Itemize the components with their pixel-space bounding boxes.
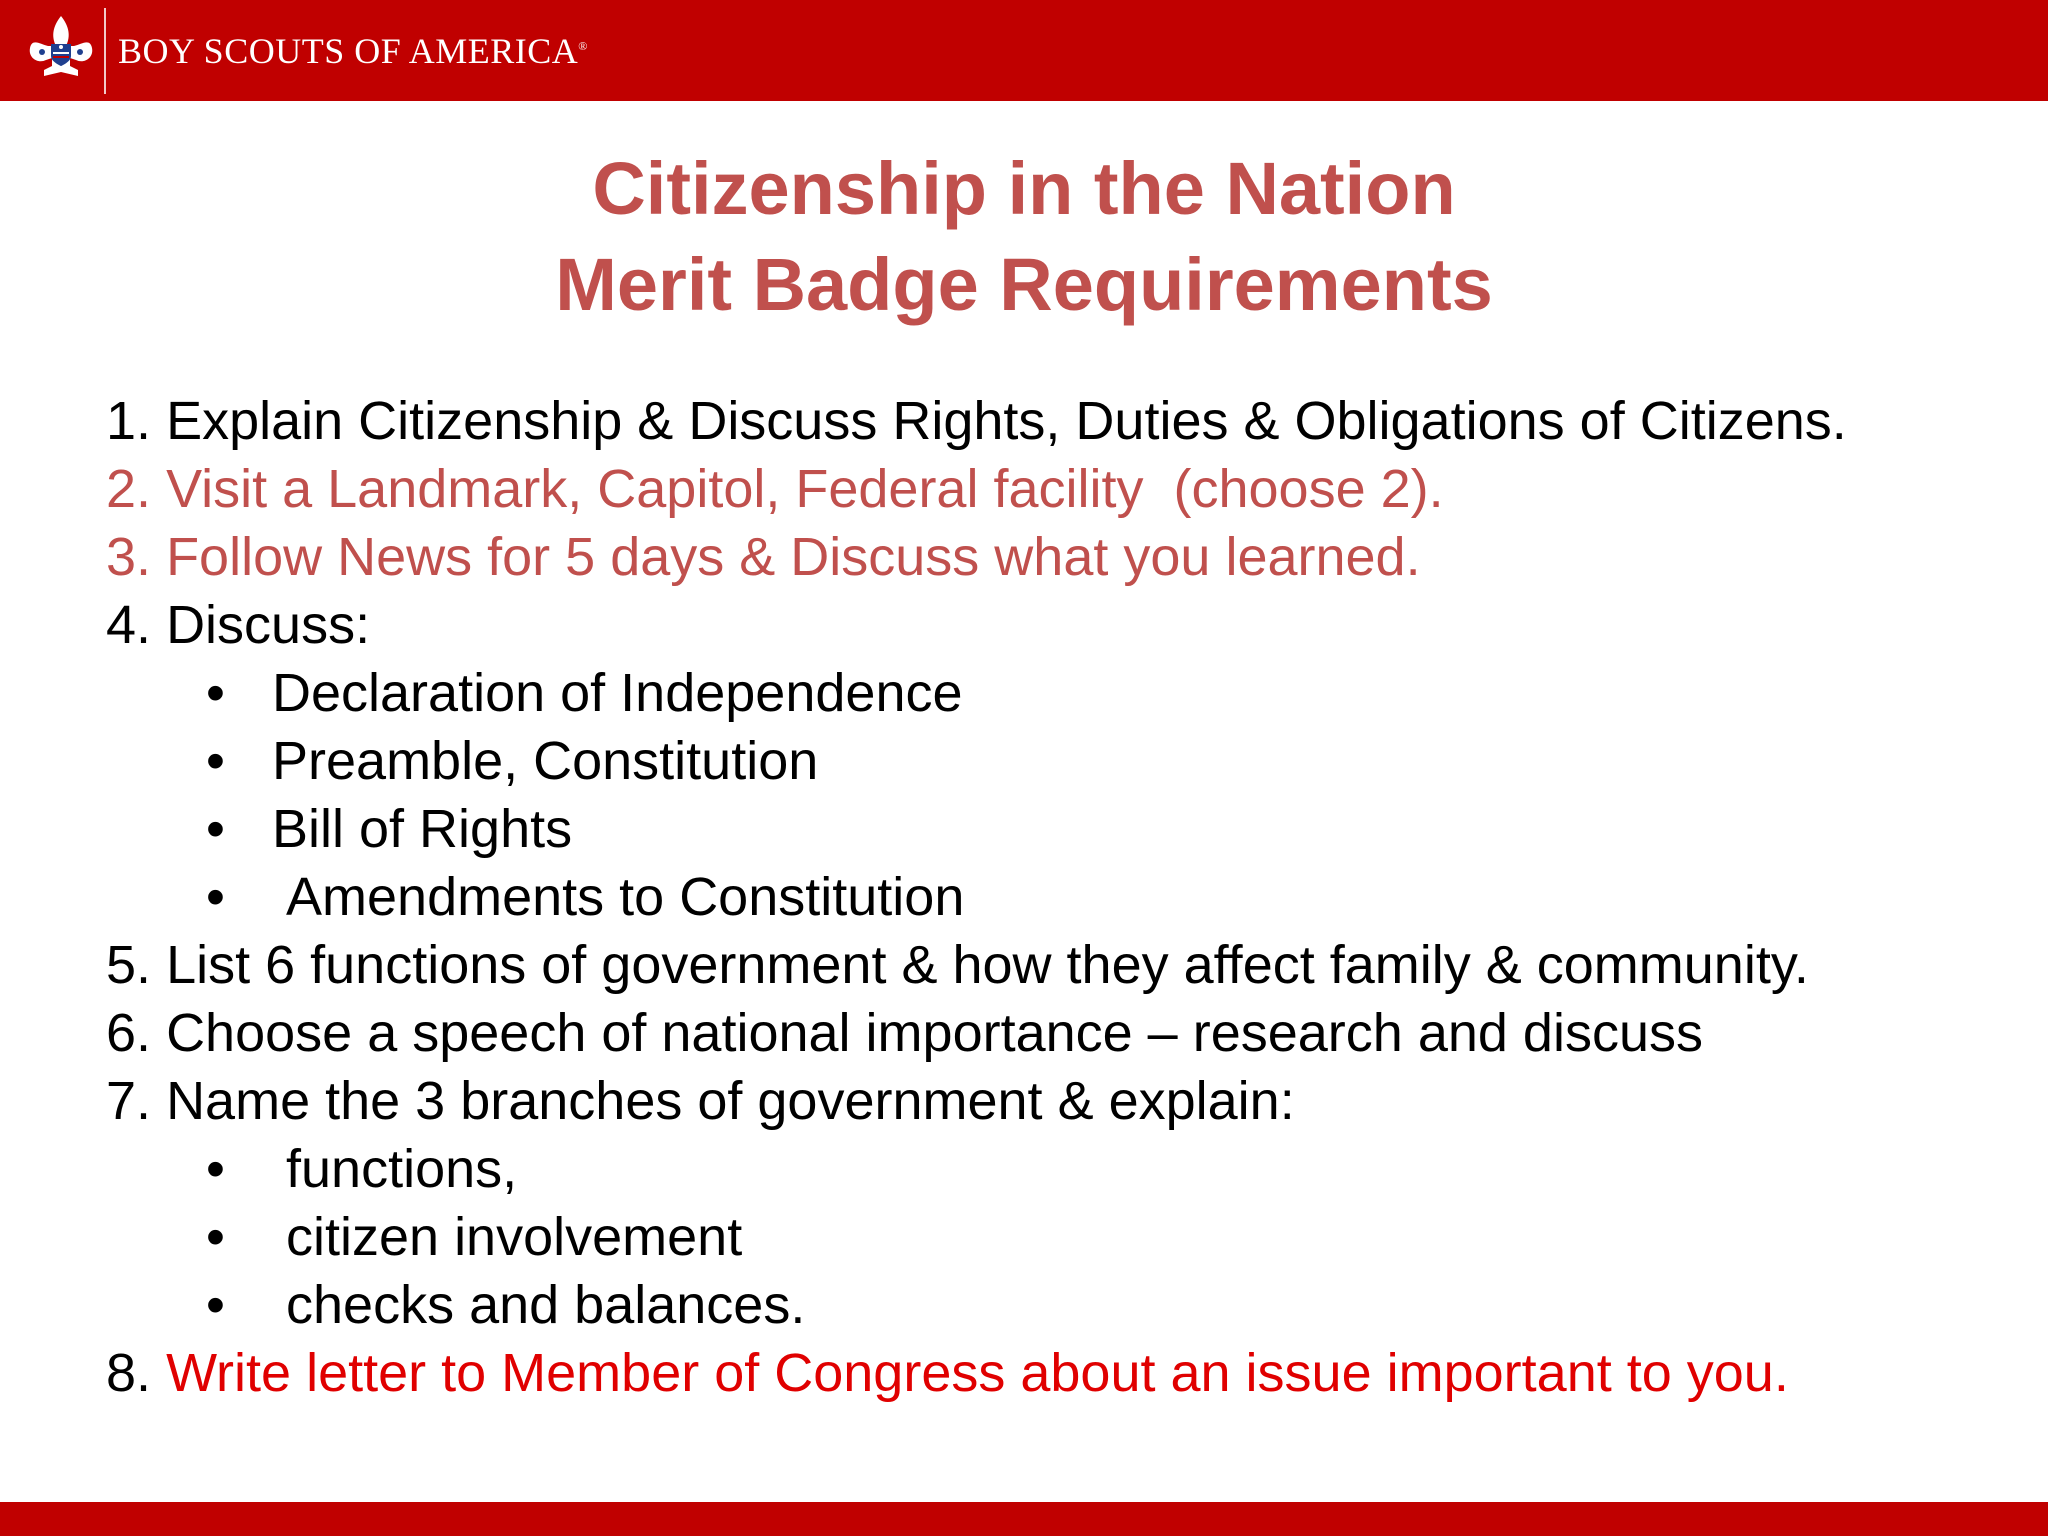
footer-bar xyxy=(0,1502,2048,1536)
bullet-icon: • xyxy=(206,1207,225,1267)
requirement-item-3: 3. Follow News for 5 days & Discuss what you learned. xyxy=(106,527,1421,587)
page-title-line-2: Merit Badge Requirements xyxy=(555,243,1493,326)
bullet-icon: • xyxy=(206,1275,225,1335)
list-item: • Declaration of Independence xyxy=(206,663,963,723)
list-item: • Preamble, Constitution xyxy=(206,731,819,791)
bullet-icon: • xyxy=(206,799,225,859)
bullet-icon: • xyxy=(206,663,225,723)
bullet-icon: • xyxy=(206,867,225,927)
requirement-item-8: 8. Write letter to Member of Congress about an issue important to you. xyxy=(106,1343,1789,1403)
requirement-item-7: 7. Name the 3 branches of government & explain: xyxy=(106,1071,1295,1131)
header-bar xyxy=(0,0,2048,101)
page-title-line-1: Citizenship in the Nation xyxy=(592,147,1456,230)
list-item: • checks and balances. xyxy=(206,1275,806,1335)
list-item: • functions, xyxy=(206,1139,518,1199)
requirement-item-4: 4. Discuss: xyxy=(106,595,371,655)
list-item: • Amendments to Constitution xyxy=(206,867,965,927)
list-item: • Bill of Rights xyxy=(206,799,573,859)
trademark-mark: ® xyxy=(578,39,588,53)
requirement-item-1: 1. Explain Citizenship & Discuss Rights, Duties & Obligations of Citizens. xyxy=(106,391,1847,451)
logo-divider xyxy=(104,8,106,94)
fleur-de-lis-eagle-emblem-icon xyxy=(26,14,96,86)
bullet-icon: • xyxy=(206,731,225,791)
list-item: • citizen involvement xyxy=(206,1207,743,1267)
requirement-item-6: 6. Choose a speech of national importance – research and discuss xyxy=(106,1003,1703,1063)
requirement-item-5: 5. List 6 functions of government & how they affect family & community. xyxy=(106,935,1809,995)
requirement-item-2: 2. Visit a Landmark, Capitol, Federal facility (choose 2). xyxy=(106,459,1444,519)
bullet-icon: • xyxy=(206,1139,225,1199)
brand-name: BOY SCOUTS OF AMERICA® xyxy=(118,31,588,71)
